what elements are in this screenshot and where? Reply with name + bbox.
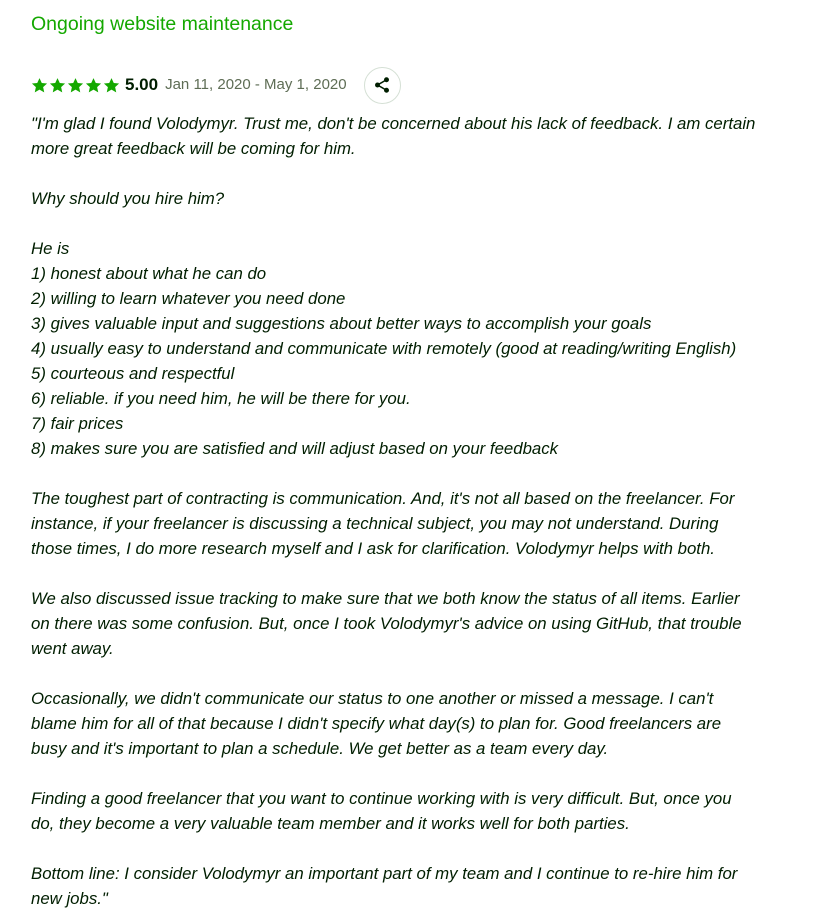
review-text-line xyxy=(31,761,821,786)
star-icon xyxy=(103,77,120,94)
review-text-line: 8) makes sure you are satisfied and will adjust based on your feedback xyxy=(31,439,559,458)
star-icon xyxy=(67,77,84,94)
star-icon xyxy=(49,77,66,94)
review-text-line: busy and it's important to plan a schedule. We get better as a team every day. xyxy=(31,739,609,758)
review-meta xyxy=(31,65,821,105)
review-text-line: 5) courteous and respectful xyxy=(31,364,235,383)
review-text xyxy=(31,111,821,911)
contract-dates: Jan 11, 2020 - May 1, 2020 xyxy=(165,76,347,93)
review-text-line: on there was some confusion. But, once I took Volodymyr's advice on using GitHub, that trouble xyxy=(31,614,742,633)
review-text-line xyxy=(31,661,821,686)
star-icon xyxy=(85,77,102,94)
review-text-line: The toughest part of contracting is communication. And, it's not all based on the freelancer. For xyxy=(31,489,735,508)
share-button[interactable] xyxy=(364,67,401,104)
review-text-line: Why should you hire him? xyxy=(31,189,225,208)
review-card xyxy=(31,0,821,911)
review-text-line: new jobs." xyxy=(31,889,108,908)
review-text-line: blame him for all of that because I didn't specify what day(s) to plan for. Good freelancers are xyxy=(31,714,722,733)
review-text-line: 7) fair prices xyxy=(31,414,124,433)
review-text-line: 4) usually easy to understand and communicate with remotely (good at reading/writing English) xyxy=(31,339,737,358)
review-text-line: Finding a good freelancer that you want to continue working with is very difficult. But, once you xyxy=(31,789,732,808)
star-rating xyxy=(31,77,120,94)
review-text-line xyxy=(31,161,821,186)
review-text-line xyxy=(31,461,821,486)
review-text-line: do, they become a very valuable team member and it works well for both parties. xyxy=(31,814,630,833)
review-text-line: "I'm glad I found Volodymyr. Trust me, don't be concerned about his lack of feedback. I am certain xyxy=(31,114,756,133)
review-text-line: 6) reliable. if you need him, he will be there for you. xyxy=(31,389,411,408)
review-text-line: Occasionally, we didn't communicate our status to one another or missed a message. I can't xyxy=(31,689,714,708)
review-text-line xyxy=(31,211,821,236)
review-text-line xyxy=(31,836,821,861)
review-text-line: those times, I do more research myself and I ask for clarification. Volodymyr helps with both. xyxy=(31,539,715,558)
review-text-line: 1) honest about what he can do xyxy=(31,264,267,283)
review-text-line: He is xyxy=(31,239,70,258)
review-text-line: more great feedback will be coming for him. xyxy=(31,139,356,158)
review-text-line: went away. xyxy=(31,639,114,658)
share-icon xyxy=(373,76,391,94)
review-text-line: 3) gives valuable input and suggestions about better ways to accomplish your goals xyxy=(31,314,652,333)
review-job-title[interactable]: Ongoing website maintenance xyxy=(31,13,294,35)
review-text-line: We also discussed issue tracking to make sure that we both know the status of all items. Earlier xyxy=(31,589,740,608)
star-icon xyxy=(31,77,48,94)
review-text-line: instance, if your freelancer is discussing a technical subject, you may not understand. During xyxy=(31,514,719,533)
review-text-line: 2) willing to learn whatever you need done xyxy=(31,289,346,308)
review-text-line: Bottom line: I consider Volodymyr an important part of my team and I continue to re-hire him for xyxy=(31,864,738,883)
review-text-line xyxy=(31,561,821,586)
rating-value: 5.00 xyxy=(125,75,159,94)
